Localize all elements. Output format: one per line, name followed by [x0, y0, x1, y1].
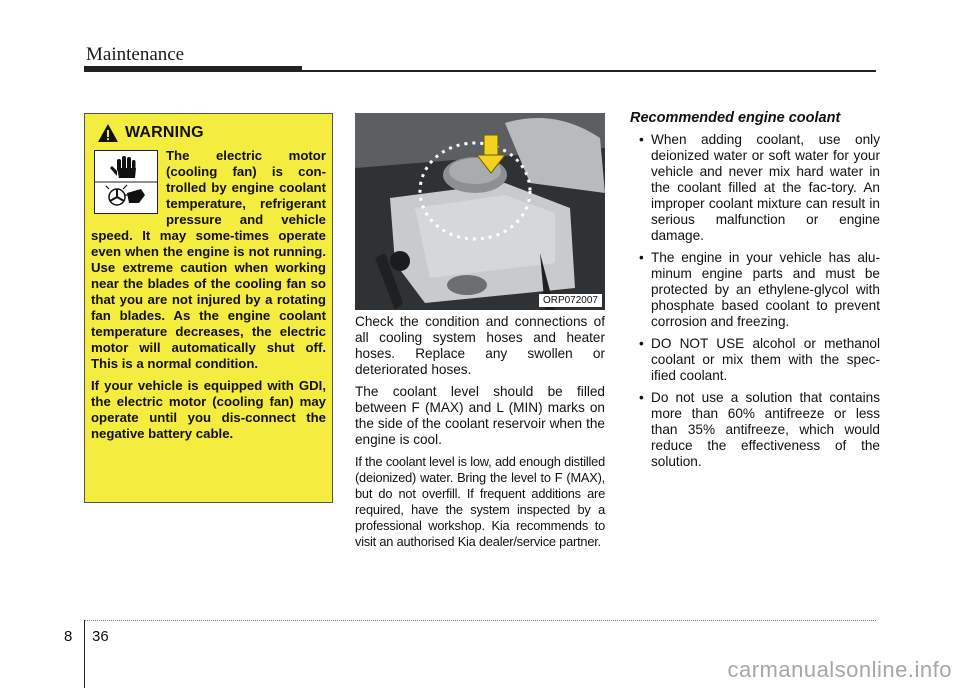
header-rule — [84, 70, 876, 72]
section-title: Maintenance — [86, 44, 185, 65]
body-paragraph: Check the condition and connections of all cooling system hoses and heater hoses. Replace any swollen or deteriorated hoses. — [355, 314, 605, 377]
coolant-bullet-list — [630, 132, 880, 470]
warning-box — [84, 113, 333, 503]
recommended-coolant-section — [630, 110, 880, 476]
pictogram-spacer — [91, 148, 166, 228]
warning-paragraph-gdi: If your vehicle is equipped with GDI, the electric motor (cooling fan) may operate until you dis-connect the negative battery cable. — [91, 378, 326, 441]
photo-code: ORP072007 — [539, 294, 602, 307]
body-paragraph: The coolant level should be filled between F (MAX) and L (MIN) marks on the side of the coolant reservoir when the engine is cool. — [355, 384, 605, 447]
list-item: • DO NOT USE alcohol or methanol coolant or mix them with the spec-ified coolant. — [630, 336, 880, 384]
list-item: • The engine in your vehicle has alu-minum engine parts and must be protected by an ethylene-glycol with phosphate based coolant to prevent corrosion and freezing. — [630, 250, 880, 330]
section-heading: Recommended engine coolant — [630, 110, 841, 126]
page-number: 36 — [92, 628, 109, 645]
list-item: • Do not use a solution that contains more than 60% antifreeze or less than 35% antifreeze, which would reduce the effectiveness of the solution. — [630, 390, 880, 470]
watermark: carmanualsonline.info — [727, 657, 952, 682]
page-number-separator — [84, 620, 85, 688]
warning-text — [91, 148, 326, 448]
hose-check-text — [355, 314, 605, 556]
chapter-number: 8 — [64, 628, 73, 645]
list-item: • When adding coolant, use only deionized water or soft water for your vehicle and never mix hard water in the coolant filled at the fac-tory. An improper coolant mixture can result in serious malfunction or engine damage. — [630, 132, 880, 244]
warning-paragraph: The electric motor (cooling fan) is con-trolled by engine coolant temperature, refrigerant pressure and vehicle speed. It may some-times operate even when the engine is not running. Use extreme caution when working near the blades of the cooling fan so that you are not injured by a rotating fan blades. As the engine coolant temperature decreases, the electric motor will automatically shut off. This is a normal condition. — [91, 148, 326, 371]
engine-coolant-photo — [355, 113, 605, 310]
warning-label: WARNING — [125, 124, 204, 141]
warning-header — [97, 122, 204, 144]
warning-triangle-icon — [97, 123, 119, 143]
footer-rule — [84, 620, 876, 621]
body-paragraph: If the coolant level is low, add enough distilled (deionized) water. Bring the level to F (MAX), but do not overfill. If frequent additions are required, have the system inspected by a professional workshop. Kia recommends to visit an authorised Kia dealer/service partner. — [355, 454, 605, 549]
